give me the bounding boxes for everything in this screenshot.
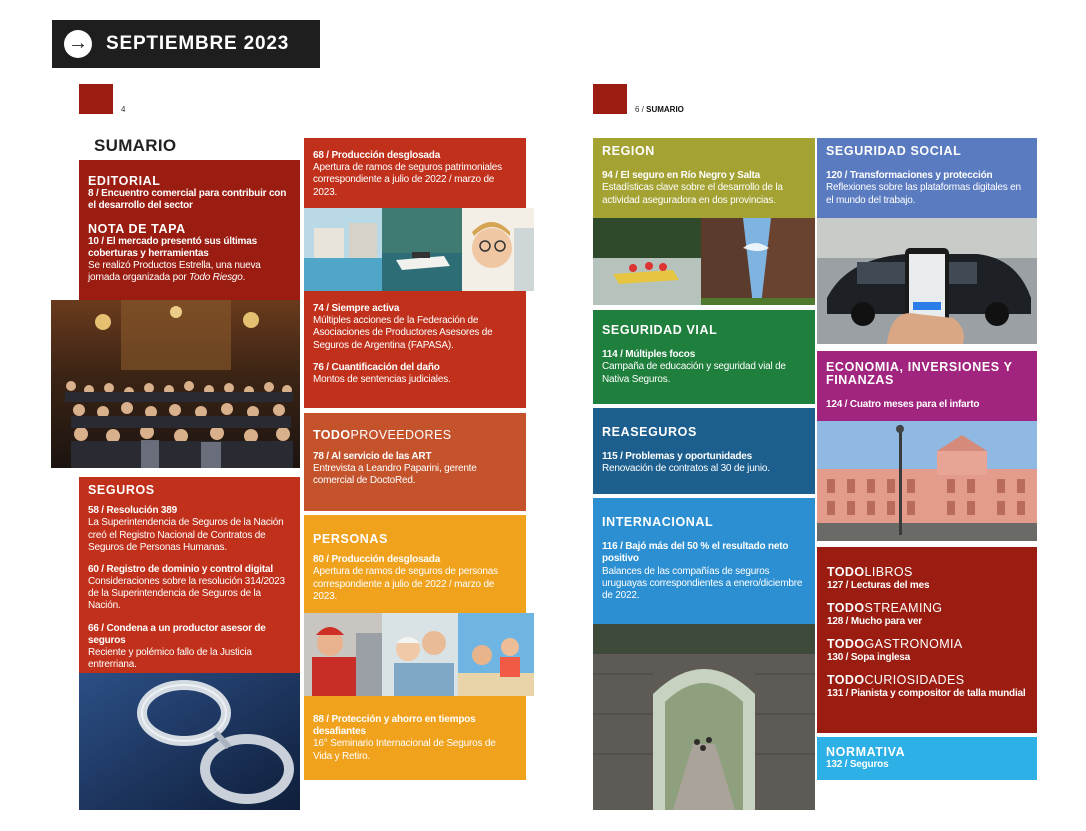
todoproveedores-block[interactable] [304, 413, 526, 511]
article-114-desc: Campaña de educación y seguridad vial de Nativa Seguros. [602, 361, 786, 385]
article-nota-de-tapa-headline[interactable]: 10 / El mercado presentó sus últimas coberturas y herramientas [88, 235, 257, 259]
section-heading-seguridad-vial: SEGURIDAD VIAL [602, 323, 718, 337]
article-114-headline[interactable]: 114 / Múltiples focos [602, 349, 696, 361]
article-115-headline[interactable]: 115 / Problemas y oportunidades [602, 451, 752, 463]
section-heading-internacional: INTERNACIONAL [602, 515, 714, 529]
article-131[interactable]: 131 / Pianista y compositor de talla mundial [827, 687, 1026, 699]
article-80-headline[interactable]: 80 / Producción desglosada [313, 554, 441, 566]
article-76-desc: Montos de sentencias judiciales. [313, 373, 451, 385]
article-127[interactable]: 127 / Lecturas del mes [827, 579, 930, 591]
section-heading-todogastronomia: TODOGASTRONOMIA [827, 636, 963, 651]
article-60-desc: Consideraciones sobre la resolución 314/2023 de la Superintendencia de Seguros de la Nación. [88, 576, 285, 612]
article-58-desc: La Superintendencia de Seguros de la Nación creó el Registro Nacional de Contratos de Seguros de Personas Humanas. [88, 517, 284, 553]
issue-banner [52, 20, 320, 68]
article-132[interactable]: 132 / Seguros [826, 759, 889, 771]
internacional-block[interactable] [593, 498, 815, 624]
article-68-headline[interactable]: 68 / Producción desglosada [313, 150, 441, 161]
editorial-block[interactable] [79, 160, 300, 300]
page-title: SUMARIO [94, 136, 177, 155]
seguridad-vial-block[interactable] [593, 310, 815, 404]
todo-libros-item[interactable] [827, 566, 1027, 592]
article-88-headline[interactable]: 88 / Protección y ahorro en tiempos desafiantes [313, 714, 476, 738]
handcuffs-photo [79, 673, 300, 810]
article-68-desc: Apertura de ramos de seguros patrimoniales correspondiente a julio de 2022 / marzo de 2023. [313, 162, 502, 198]
section-heading-seguridad-social: SEGURIDAD SOCIAL [826, 144, 962, 158]
seguridad-social-block[interactable] [817, 138, 1037, 218]
region-landscape-photo [593, 218, 815, 305]
article-80-desc: Apertura de ramos de seguros de personas correspondiente a julio de 2022 / marzo de 2023. [313, 566, 498, 602]
article-120-desc: Reflexiones sobre las plataformas digitales en el mundo del trabajo. [826, 182, 1021, 206]
article-76-headline[interactable]: 76 / Cuantificación del daño [313, 361, 440, 373]
casa-rosada-photo [817, 421, 1037, 541]
proteccion-block[interactable] [304, 696, 526, 780]
section-heading-todoproveedores: TODOPROVEEDORES [313, 428, 452, 442]
normativa-block[interactable] [817, 737, 1037, 780]
todo-curiosidades-item[interactable] [827, 674, 1027, 700]
seguros-block[interactable] [79, 477, 300, 673]
personas-block[interactable] [304, 515, 526, 613]
page-marker-right [593, 84, 627, 114]
article-124-headline[interactable]: 124 / Cuatro meses para el infarto [826, 399, 980, 411]
region-block[interactable] [593, 138, 815, 218]
article-editorial[interactable]: 8 / Encuentro comercial para contribuir con el desarrollo del sector [88, 188, 287, 212]
page-number-right: 6 / SUMARIO [635, 105, 684, 114]
section-heading-todolibros: TODOLIBROS [827, 565, 913, 579]
event-audience-photo [51, 300, 300, 468]
personas-collage-photo [304, 613, 534, 696]
stone-gate-photo [593, 624, 815, 810]
todo-sections-block[interactable] [817, 547, 1037, 733]
article-128[interactable]: 128 / Mucho para ver [827, 615, 922, 627]
patrimonial-collage-photo [304, 208, 534, 291]
section-heading-todocuriosidades: TODOCURIOSIDADES [827, 672, 965, 687]
article-74-headline[interactable]: 74 / Siempre activa [313, 303, 400, 314]
article-116-desc: Balances de las compañías de seguros uruguayas correspondientes a enero/diciembre de 2022. [602, 565, 803, 601]
article-78-headline[interactable]: 78 / Al servicio de las ART [313, 450, 432, 462]
section-heading-normativa: NORMATIVA [826, 745, 906, 759]
article-88-desc: 16° Seminario Internacional de Seguros de Vida y Retiro. [313, 738, 496, 762]
fapasa-block[interactable] [304, 291, 526, 408]
section-heading-nota-de-tapa: NOTA DE TAPA [88, 221, 186, 236]
section-heading-economia: ECONOMIA, INVERSIONES Y FINANZAS [826, 360, 1013, 388]
arrow-right-circle-icon[interactable]: → [64, 30, 92, 58]
section-heading-seguros: SEGUROS [88, 483, 155, 497]
article-74-desc: Múltiples acciones de la Federación de Asociaciones de Productores Asesores de Seguros de Argentina (FAPASA). [313, 315, 493, 351]
section-heading-region: REGION [602, 144, 655, 158]
section-heading-todostreaming: TODOSTREAMING [827, 600, 943, 615]
issue-date-title: SEPTIEMBRE 2023 [106, 33, 290, 54]
article-116-headline[interactable]: 116 / Bajó más del 50 % el resultado neto positivo [602, 541, 789, 565]
section-heading-reaseguros: REASEGUROS [602, 425, 697, 439]
article-66-headline[interactable]: 66 / Condena a un productor asesor de seguros [88, 622, 266, 646]
ride-app-phone-photo [817, 218, 1037, 344]
article-66-desc: Reciente y polémico fallo de la Justicia entrerriana. [88, 647, 252, 671]
page-number-left: 4 [121, 105, 126, 114]
article-60-headline[interactable]: 60 / Registro de dominio y control digital [88, 563, 273, 575]
reaseguros-block[interactable] [593, 408, 815, 494]
article-78-desc: Entrevista a Leandro Paparini, gerente comercial de DoctoRed. [313, 462, 477, 487]
section-heading-personas: PERSONAS [313, 532, 388, 546]
economia-block[interactable] [817, 351, 1037, 421]
todo-streaming-item[interactable] [827, 602, 1027, 628]
article-130[interactable]: 130 / Sopa inglesa [827, 651, 911, 663]
todo-gastronomia-item[interactable] [827, 638, 1027, 664]
page-marker-left [79, 84, 113, 114]
article-94-headline[interactable]: 94 / El seguro en Río Negro y Salta [602, 170, 761, 182]
article-115-desc: Renovación de contratos al 30 de junio. [602, 463, 770, 475]
article-58-headline[interactable]: 58 / Resolución 389 [88, 505, 178, 517]
section-heading-editorial: EDITORIAL [88, 174, 161, 188]
article-120-headline[interactable]: 120 / Transformaciones y protección [826, 170, 993, 182]
article-94-desc: Estadísticas clave sobre el desarrollo de la actividad aseguradora en dos provincias. [602, 182, 783, 206]
article-nota-de-tapa-desc: Se realizó Productos Estrella, una nueva jornada organizada por Todo Riesgo. [88, 260, 261, 284]
produccion-patrimonial-block[interactable] [304, 138, 526, 208]
